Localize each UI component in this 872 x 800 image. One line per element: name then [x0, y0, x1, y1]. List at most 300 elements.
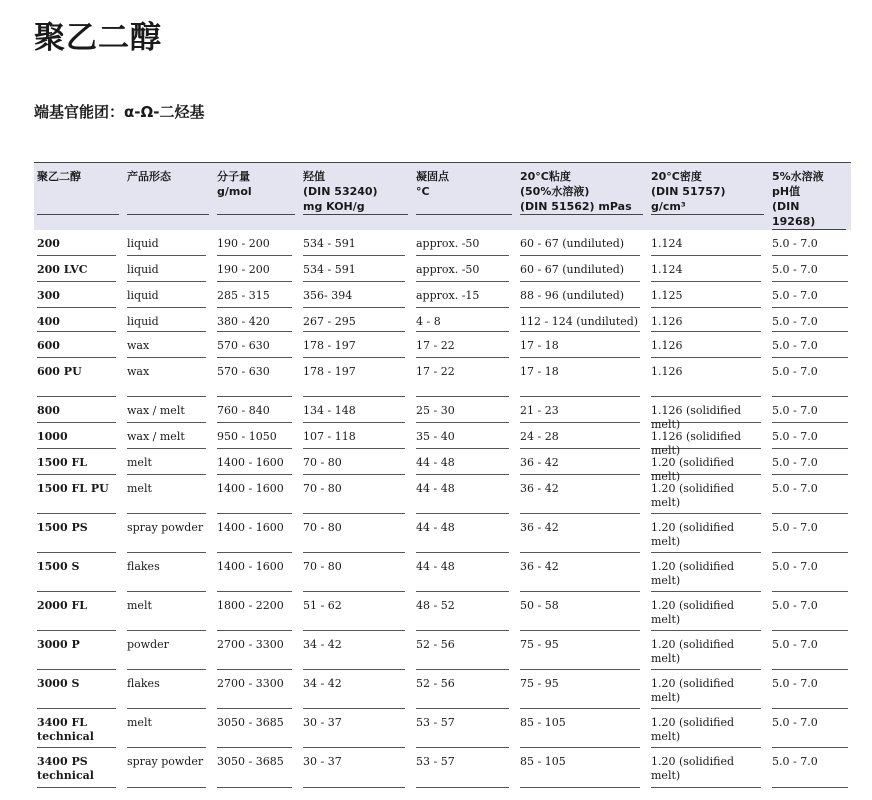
grade-line: 2000 FL: [37, 599, 87, 612]
molecular-weight-cell: [214, 449, 300, 475]
freezing-point-cell: [413, 709, 517, 748]
density-cell: [648, 256, 769, 282]
grade-cell: [34, 631, 124, 670]
hydroxyl-value-cell: [300, 256, 413, 282]
density-cell: [648, 282, 769, 308]
viscosity-cell: [517, 748, 648, 788]
cell-value: 107 - 118: [303, 423, 405, 449]
grade-cell: [34, 449, 124, 475]
ph-cell: [769, 475, 851, 514]
cell-value: 1.20 (solidified melt): [651, 475, 761, 514]
cell-value: spray powder: [127, 514, 206, 553]
grade-cell: [34, 670, 124, 709]
ph-cell: [769, 332, 851, 358]
cell-value: 570 - 630: [217, 332, 292, 358]
table-row: [34, 397, 851, 423]
form-cell: [124, 670, 214, 709]
cell-value: 60 - 67 (undiluted): [520, 256, 640, 282]
density-cell: [648, 748, 769, 788]
column-header-line: (DIN 51562) mPas: [520, 200, 632, 213]
hydroxyl-value-cell: [300, 670, 413, 709]
density-cell: [648, 332, 769, 358]
freezing-point-cell: [413, 592, 517, 631]
form-cell: [124, 748, 214, 788]
cell-value: wax: [127, 332, 206, 358]
column-header-line: °C: [416, 185, 430, 198]
table-row: [34, 475, 851, 514]
cell-value: 17 - 18: [520, 332, 640, 358]
molecular-weight-cell: [214, 553, 300, 592]
table-row: [34, 592, 851, 631]
ph-cell: [769, 256, 851, 282]
cell-value: 570 - 630: [217, 358, 292, 397]
table-header-row: [34, 162, 851, 230]
column-header-line: (50%水溶液): [520, 185, 590, 198]
cell-value: 190 - 200: [217, 256, 292, 282]
hydroxyl-value-cell: [300, 709, 413, 748]
molecular-weight-cell: [214, 397, 300, 423]
viscosity-cell: [517, 332, 648, 358]
ph-cell: [769, 631, 851, 670]
table-row: [34, 358, 851, 397]
cell-value: [37, 631, 116, 670]
density-cell: [648, 670, 769, 709]
form-cell: [124, 256, 214, 282]
page-subtitle: 端基官能团：α-Ω-二烃基: [34, 103, 205, 121]
cell-value: [37, 748, 116, 788]
ph-cell: [769, 553, 851, 592]
cell-value: liquid: [127, 282, 206, 308]
ph-cell: [769, 423, 851, 449]
freezing-point-cell: [413, 475, 517, 514]
cell-value: 1.126: [651, 358, 761, 397]
grade-cell: [34, 475, 124, 514]
cell-value: 5.0 - 7.0: [772, 553, 848, 592]
viscosity-cell: [517, 514, 648, 553]
column-header-grade: [34, 162, 124, 230]
cell-value: [37, 553, 116, 592]
freezing-point-cell: [413, 423, 517, 449]
freezing-point-cell: [413, 282, 517, 308]
hydroxyl-value-cell: [300, 631, 413, 670]
grade-cell: [34, 553, 124, 592]
column-header-ph-value: [769, 162, 851, 230]
form-cell: [124, 553, 214, 592]
column-header-freezing-point: [413, 162, 517, 230]
grade-line: 3000 P: [37, 638, 80, 651]
density-cell: [648, 358, 769, 397]
grade-line: 400: [37, 315, 60, 328]
cell-value: 1400 - 1600: [217, 475, 292, 514]
hydroxyl-value-cell: [300, 748, 413, 788]
molecular-weight-cell: [214, 748, 300, 788]
grade-line: 200: [37, 237, 60, 250]
cell-value: 1.124: [651, 256, 761, 282]
viscosity-cell: [517, 449, 648, 475]
cell-value: 70 - 80: [303, 449, 405, 475]
cell-value: 1.20 (solidified melt): [651, 709, 761, 748]
molecular-weight-cell: [214, 514, 300, 553]
column-header-line: 产品形态: [127, 170, 171, 183]
freezing-point-cell: [413, 670, 517, 709]
molecular-weight-cell: [214, 423, 300, 449]
cell-value: wax: [127, 358, 206, 397]
form-cell: [124, 514, 214, 553]
form-cell: [124, 332, 214, 358]
grade-cell: [34, 230, 124, 256]
cell-value: 5.0 - 7.0: [772, 332, 848, 358]
molecular-weight-cell: [214, 230, 300, 256]
grade-cell: [34, 308, 124, 332]
molecular-weight-cell: [214, 592, 300, 631]
cell-value: 5.0 - 7.0: [772, 514, 848, 553]
cell-value: 5.0 - 7.0: [772, 230, 848, 256]
cell-value: 5.0 - 7.0: [772, 256, 848, 282]
density-cell: [648, 709, 769, 748]
cell-value: spray powder: [127, 748, 206, 788]
density-cell: [648, 631, 769, 670]
hydroxyl-value-cell: [300, 514, 413, 553]
ph-cell: [769, 358, 851, 397]
cell-value: 356- 394: [303, 282, 405, 308]
cell-value: 52 - 56: [416, 670, 509, 709]
cell-value: 760 - 840: [217, 397, 292, 423]
cell-value: 36 - 42: [520, 475, 640, 514]
cell-value: 35 - 40: [416, 423, 509, 449]
cell-value: [37, 230, 116, 256]
cell-value: 30 - 37: [303, 709, 405, 748]
hydroxyl-value-cell: [300, 423, 413, 449]
cell-value: [37, 709, 116, 748]
cell-value: 112 - 124 (undiluted): [520, 308, 640, 332]
cell-value: [37, 308, 116, 332]
viscosity-cell: [517, 230, 648, 256]
page-title: 聚乙二醇: [34, 20, 162, 56]
cell-value: 1.20 (solidified melt): [651, 631, 761, 670]
cell-value: 50 - 58: [520, 592, 640, 631]
cell-value: 1400 - 1600: [217, 449, 292, 475]
cell-value: 85 - 105: [520, 748, 640, 788]
freezing-point-cell: [413, 631, 517, 670]
column-header-line: 羟值: [303, 170, 325, 183]
grade-line: 1500 S: [37, 560, 80, 573]
table-row: [34, 709, 851, 748]
grade-line: technical: [37, 769, 94, 782]
form-cell: [124, 709, 214, 748]
cell-value: 380 - 420: [217, 308, 292, 332]
hydroxyl-value-cell: [300, 332, 413, 358]
cell-value: 950 - 1050: [217, 423, 292, 449]
viscosity-cell: [517, 423, 648, 449]
cell-value: 48 - 52: [416, 592, 509, 631]
cell-value: 1.126: [651, 308, 761, 332]
grade-cell: [34, 423, 124, 449]
cell-value: 25 - 30: [416, 397, 509, 423]
cell-value: 5.0 - 7.0: [772, 592, 848, 631]
cell-value: 534 - 591: [303, 230, 405, 256]
cell-value: [37, 475, 116, 514]
density-cell: [648, 514, 769, 553]
cell-value: 190 - 200: [217, 230, 292, 256]
cell-value: [37, 514, 116, 553]
cell-value: [37, 332, 116, 358]
grade-cell: [34, 748, 124, 788]
cell-value: 44 - 48: [416, 475, 509, 514]
density-cell: [648, 397, 769, 431]
cell-value: liquid: [127, 230, 206, 256]
hydroxyl-value-cell: [300, 553, 413, 592]
cell-value: wax / melt: [127, 397, 206, 423]
cell-value: flakes: [127, 670, 206, 709]
cell-value: 1.126 (solidified melt): [651, 397, 761, 423]
cell-value: 5.0 - 7.0: [772, 397, 848, 423]
freezing-point-cell: [413, 449, 517, 475]
density-cell: [648, 553, 769, 592]
viscosity-cell: [517, 358, 648, 397]
cell-value: 534 - 591: [303, 256, 405, 282]
table-row: [34, 514, 851, 553]
form-cell: [124, 449, 214, 475]
molecular-weight-cell: [214, 475, 300, 514]
cell-value: 1.126 (solidified melt): [651, 423, 761, 449]
cell-value: 21 - 23: [520, 397, 640, 423]
cell-value: 44 - 48: [416, 514, 509, 553]
viscosity-cell: [517, 592, 648, 631]
column-header-hydroxyl-value: [300, 162, 413, 230]
ph-cell: [769, 748, 851, 788]
column-header-line: 聚乙二醇: [37, 170, 81, 183]
form-cell: [124, 631, 214, 670]
table-row: [34, 332, 851, 358]
cell-value: liquid: [127, 256, 206, 282]
cell-value: [37, 423, 116, 449]
column-header-molecular-weight: [214, 162, 300, 230]
molecular-weight-cell: [214, 358, 300, 397]
column-header-line: mg KOH/g: [303, 200, 365, 213]
cell-value: 1.20 (solidified melt): [651, 514, 761, 553]
hydroxyl-value-cell: [300, 282, 413, 308]
ph-cell: [769, 397, 851, 423]
cell-value: 70 - 80: [303, 475, 405, 514]
cell-value: 285 - 315: [217, 282, 292, 308]
cell-value: 4 - 8: [416, 308, 509, 332]
freezing-point-cell: [413, 514, 517, 553]
grade-line: 3400 PS: [37, 755, 88, 768]
column-header-line: (DIN 53240): [303, 185, 378, 198]
column-header-line: g/cm³: [651, 200, 686, 213]
cell-value: 24 - 28: [520, 423, 640, 449]
column-header-line: pH值: [772, 185, 801, 198]
grade-line: 1500 PS: [37, 521, 88, 534]
cell-value: liquid: [127, 308, 206, 332]
cell-value: 2700 - 3300: [217, 670, 292, 709]
cell-value: [37, 397, 116, 423]
cell-value: 36 - 42: [520, 449, 640, 475]
column-header-form: [124, 162, 214, 230]
ph-cell: [769, 449, 851, 475]
cell-value: approx. -50: [416, 256, 509, 282]
freezing-point-cell: [413, 332, 517, 358]
column-header-line: 5%水溶液: [772, 170, 824, 183]
table-body: [34, 230, 851, 788]
ph-cell: [769, 514, 851, 553]
cell-value: powder: [127, 631, 206, 670]
freezing-point-cell: [413, 397, 517, 423]
column-header-line: 20°C密度: [651, 170, 702, 183]
cell-value: [37, 449, 116, 475]
viscosity-cell: [517, 709, 648, 748]
product-table-container: [34, 162, 851, 788]
grade-cell: [34, 592, 124, 631]
column-header-line: 凝固点: [416, 170, 449, 183]
molecular-weight-cell: [214, 332, 300, 358]
grade-line: 1500 FL PU: [37, 482, 109, 495]
ph-cell: [769, 230, 851, 256]
form-cell: [124, 592, 214, 631]
cell-value: 1.20 (solidified melt): [651, 449, 761, 475]
ph-cell: [769, 308, 851, 332]
grade-line: 200 LVC: [37, 263, 88, 276]
form-cell: [124, 308, 214, 332]
density-cell: [648, 230, 769, 256]
cell-value: 5.0 - 7.0: [772, 748, 848, 788]
table-row: [34, 256, 851, 282]
cell-value: 2700 - 3300: [217, 631, 292, 670]
viscosity-cell: [517, 553, 648, 592]
table-row: [34, 748, 851, 788]
freezing-point-cell: [413, 308, 517, 332]
grade-line: 600: [37, 339, 60, 352]
column-header-line: g/mol: [217, 185, 252, 198]
cell-value: 1.20 (solidified melt): [651, 592, 761, 631]
column-header-line: (DIN 51757): [651, 185, 726, 198]
cell-value: 53 - 57: [416, 748, 509, 788]
grade-cell: [34, 358, 124, 397]
viscosity-cell: [517, 397, 648, 423]
cell-value: 17 - 22: [416, 358, 509, 397]
grade-line: 1500 FL: [37, 456, 87, 469]
grade-line: 3400 FL: [37, 716, 87, 729]
freezing-point-cell: [413, 748, 517, 788]
grade-line: 300: [37, 289, 60, 302]
column-header-viscosity: [517, 162, 648, 230]
cell-value: 53 - 57: [416, 709, 509, 748]
cell-value: melt: [127, 592, 206, 631]
molecular-weight-cell: [214, 256, 300, 282]
grade-cell: [34, 256, 124, 282]
cell-value: 1800 - 2200: [217, 592, 292, 631]
cell-value: 1.124: [651, 230, 761, 256]
column-header-line: 分子量: [217, 170, 250, 183]
cell-value: 5.0 - 7.0: [772, 709, 848, 748]
grade-cell: [34, 397, 124, 423]
form-cell: [124, 397, 214, 423]
cell-value: 1.125: [651, 282, 761, 308]
table-row: [34, 308, 851, 332]
column-header-line: 20°C粘度: [520, 170, 571, 183]
cell-value: 60 - 67 (undiluted): [520, 230, 640, 256]
cell-value: 5.0 - 7.0: [772, 475, 848, 514]
cell-value: flakes: [127, 553, 206, 592]
form-cell: [124, 282, 214, 308]
hydroxyl-value-cell: [300, 449, 413, 475]
ph-cell: [769, 282, 851, 308]
cell-value: 3050 - 3685: [217, 709, 292, 748]
cell-value: 178 - 197: [303, 332, 405, 358]
viscosity-cell: [517, 282, 648, 308]
hydroxyl-value-cell: [300, 397, 413, 423]
cell-value: approx. -50: [416, 230, 509, 256]
freezing-point-cell: [413, 230, 517, 256]
cell-value: 1.20 (solidified melt): [651, 748, 761, 788]
cell-value: 3050 - 3685: [217, 748, 292, 788]
cell-value: 34 - 42: [303, 670, 405, 709]
cell-value: melt: [127, 709, 206, 748]
cell-value: 5.0 - 7.0: [772, 449, 848, 475]
product-table: [34, 162, 851, 788]
cell-value: 5.0 - 7.0: [772, 423, 848, 449]
density-cell: [648, 308, 769, 332]
cell-value: 70 - 80: [303, 553, 405, 592]
molecular-weight-cell: [214, 670, 300, 709]
cell-value: [37, 670, 116, 709]
cell-value: 52 - 56: [416, 631, 509, 670]
grade-line: technical: [37, 730, 94, 743]
cell-value: 85 - 105: [520, 709, 640, 748]
viscosity-cell: [517, 670, 648, 709]
cell-value: 88 - 96 (undiluted): [520, 282, 640, 308]
form-cell: [124, 423, 214, 449]
form-cell: [124, 230, 214, 256]
freezing-point-cell: [413, 358, 517, 397]
grade-line: 3000 S: [37, 677, 80, 690]
form-cell: [124, 358, 214, 397]
cell-value: 36 - 42: [520, 553, 640, 592]
cell-value: 30 - 37: [303, 748, 405, 788]
ph-cell: [769, 709, 851, 748]
grade-cell: [34, 332, 124, 358]
cell-value: 178 - 197: [303, 358, 405, 397]
grade-cell: [34, 282, 124, 308]
cell-value: 70 - 80: [303, 514, 405, 553]
molecular-weight-cell: [214, 631, 300, 670]
cell-value: 5.0 - 7.0: [772, 670, 848, 709]
cell-value: 267 - 295: [303, 308, 405, 332]
cell-value: 1400 - 1600: [217, 514, 292, 553]
cell-value: 17 - 22: [416, 332, 509, 358]
column-header-line: (DIN 19268): [772, 200, 816, 228]
viscosity-cell: [517, 631, 648, 670]
cell-value: [37, 592, 116, 631]
cell-value: wax / melt: [127, 423, 206, 449]
cell-value: approx. -15: [416, 282, 509, 308]
cell-value: 51 - 62: [303, 592, 405, 631]
hydroxyl-value-cell: [300, 230, 413, 256]
cell-value: 44 - 48: [416, 449, 509, 475]
cell-value: 36 - 42: [520, 514, 640, 553]
grade-cell: [34, 514, 124, 553]
ph-cell: [769, 592, 851, 631]
cell-value: [37, 282, 116, 308]
cell-value: 34 - 42: [303, 631, 405, 670]
table-row: [34, 631, 851, 670]
cell-value: 5.0 - 7.0: [772, 308, 848, 332]
grade-line: 800: [37, 404, 60, 417]
cell-value: [37, 256, 116, 282]
freezing-point-cell: [413, 256, 517, 282]
cell-value: 75 - 95: [520, 670, 640, 709]
cell-value: [37, 358, 116, 397]
